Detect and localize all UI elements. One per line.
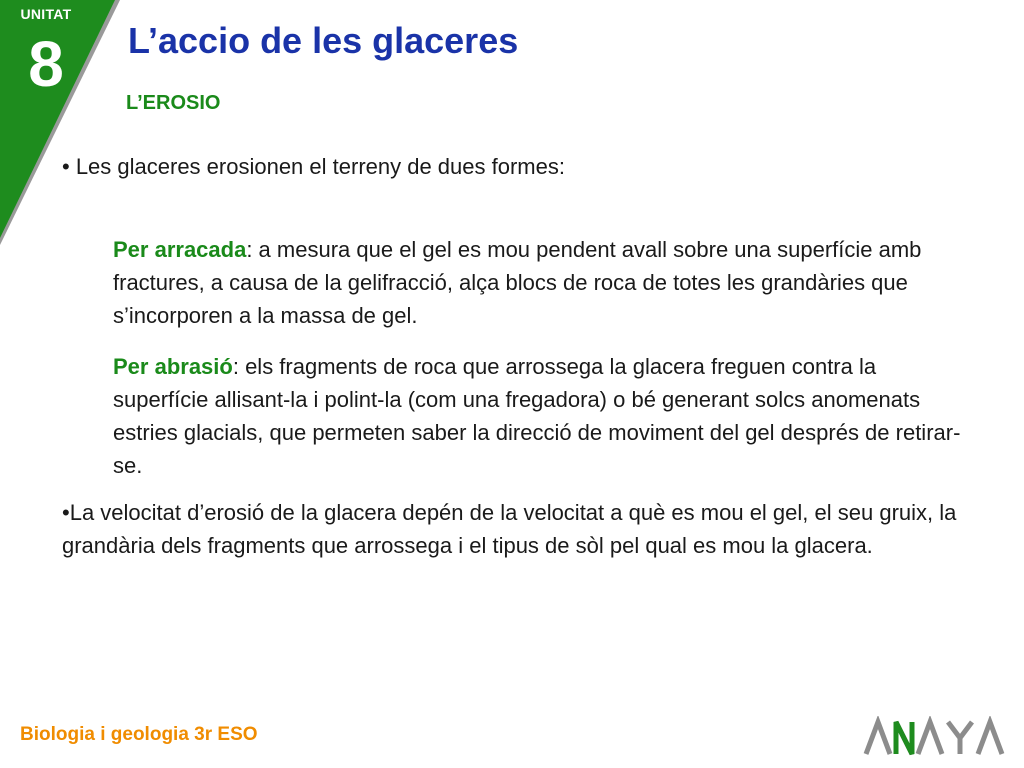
unit-badge	[0, 0, 120, 250]
anaya-logo-text	[862, 716, 1010, 717]
bullet-intro: • Les glaceres erosionen el terreny de dues formes:	[62, 154, 565, 179]
term-arracada: Per arracada	[113, 237, 247, 262]
course-label: Biologia i geologia 3r ESO	[20, 724, 258, 745]
anaya-logo	[862, 716, 1010, 758]
unit-number: 8	[28, 28, 64, 100]
section-subtitle: L’EROSIO	[126, 92, 221, 114]
paragraph-abrasio-text: : els fragments de roca que arrossega la glacera freguen contra la superfície allisant-la i polint-la (com una fregadora) o bé generant solcs anomenats estries glacials, que permeten saber la direcció de moviment del gel després de retirar-se.	[113, 354, 961, 478]
anaya-logo-mark	[862, 716, 1010, 758]
paragraph-arracada-text: : a mesura que el gel es mou pendent avall sobre una superfície amb fractures, a causa de la gelifracció, alça blocs de roca de totes les grandàries que s’incorporen a la massa de gel.	[113, 237, 922, 328]
unit-label: UNITAT	[20, 6, 72, 22]
paragraph-arracada	[113, 233, 973, 332]
page-title: L’accio de les glaceres	[128, 20, 519, 61]
paragraph-abrasio	[113, 350, 973, 482]
term-abrasio: Per abrasió	[113, 354, 233, 379]
bullet-velocity: •La velocitat d’erosió de la glacera depén de la velocitat a què es mou el gel, el seu gruix, la grandària dels fragments que arrossega i el tipus de sòl pel qual es mou la glacera.	[62, 500, 957, 558]
